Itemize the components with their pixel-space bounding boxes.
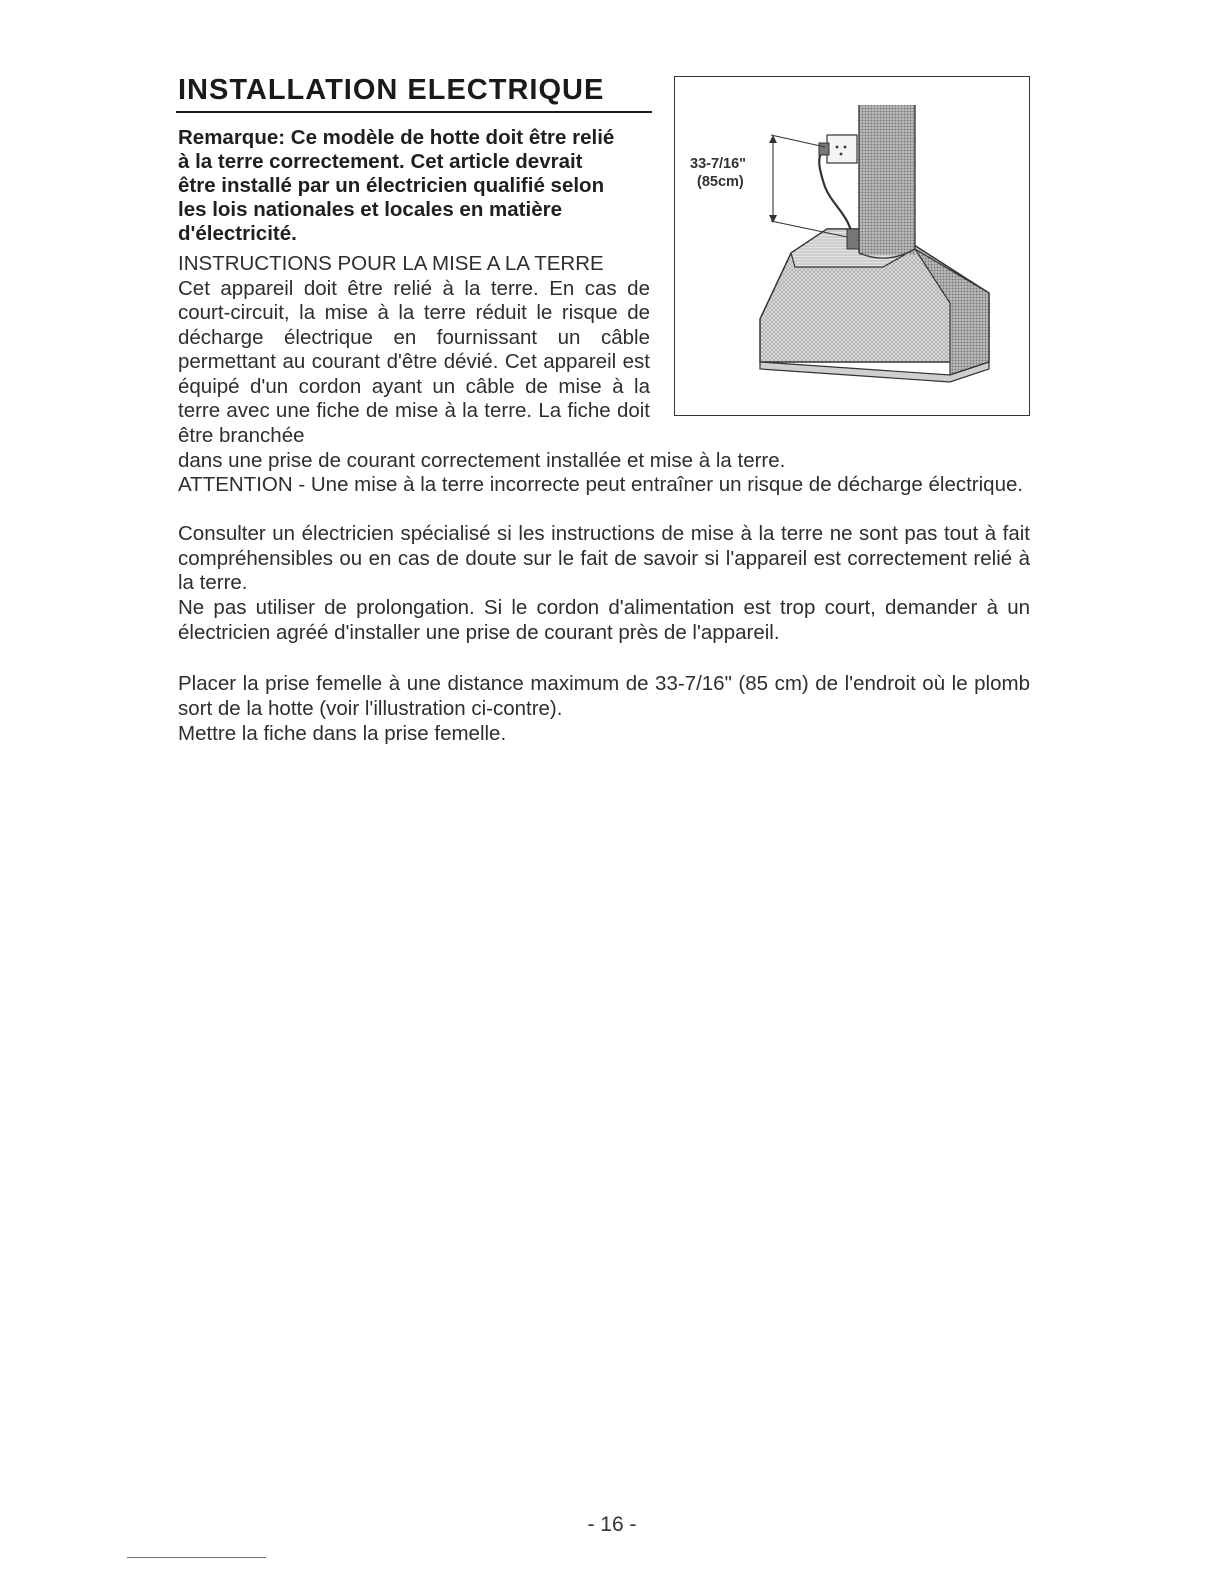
cord-exit — [847, 229, 859, 249]
attention-warning: ATTENTION - Une mise à la terre incorrecte peut entraîner un risque de décharge électrique. — [178, 473, 1024, 496]
note-line: être installé par un électricien qualifié selon — [178, 174, 605, 197]
title-underline — [176, 111, 652, 113]
extension-warning: Ne pas utiliser de prolongation. Si le cordon d'alimentation est trop court, demander à un électricien agréé d'installer une prise de courant près de l'appareil. — [178, 596, 1030, 644]
note-line: d'électricité. — [178, 222, 297, 245]
dimension-label-metric: (85cm) — [697, 174, 744, 190]
chimney — [859, 105, 915, 255]
grounding-heading: INSTRUCTIONS POUR LA MISE A LA TERRE — [178, 252, 604, 275]
page-title: INSTALLATION ELECTRIQUE — [178, 74, 605, 106]
plug-in-instruction: Mettre la fiche dans la prise femelle. — [178, 722, 507, 745]
page-number: - 16 - — [587, 1513, 637, 1536]
grounding-text-continued: dans une prise de courant correctement installée et mise à la terre. — [178, 449, 786, 472]
dimension-label-imperial: 33-7/16" — [690, 156, 747, 172]
range-hood-illustration — [674, 76, 1030, 416]
range-hood-drawing — [675, 77, 1028, 414]
footer-rule — [127, 1557, 266, 1558]
wall-outlet — [827, 135, 857, 163]
outlet-placement: Placer la prise femelle à une distance maximum de 33-7/16" (85 cm) de l'endroit où le plomb sort de la hotte (voir l'illustration ci-contre). — [178, 672, 1030, 720]
grounding-instructions — [178, 252, 650, 448]
note-line: Remarque: Ce modèle de hotte doit être relié — [178, 126, 615, 149]
consult-electrician: Consulter un électricien spécialisé si les instructions de mise à la terre ne sont pas tout à fait compréhensibles ou en cas de doute sur le fait de savoir si l'appareil est correctement relié à la terre. — [178, 522, 1030, 594]
grounding-text: Cet appareil doit être relié à la terre. En cas de court-circuit, la mise à la terre réduit le risque de décharge électrique en fournissant un câble permettant au courant d'être dévié. Cet appareil est équipé d'un cordon ayant un câble de mise à la terre avec une fiche de mise à la terre. La fiche doit être branchée — [178, 276, 650, 447]
note-line: les lois nationales et locales en matière — [178, 198, 562, 221]
note-line: à la terre correctement. Cet article devrait — [178, 150, 583, 173]
grounding-note — [178, 126, 648, 246]
